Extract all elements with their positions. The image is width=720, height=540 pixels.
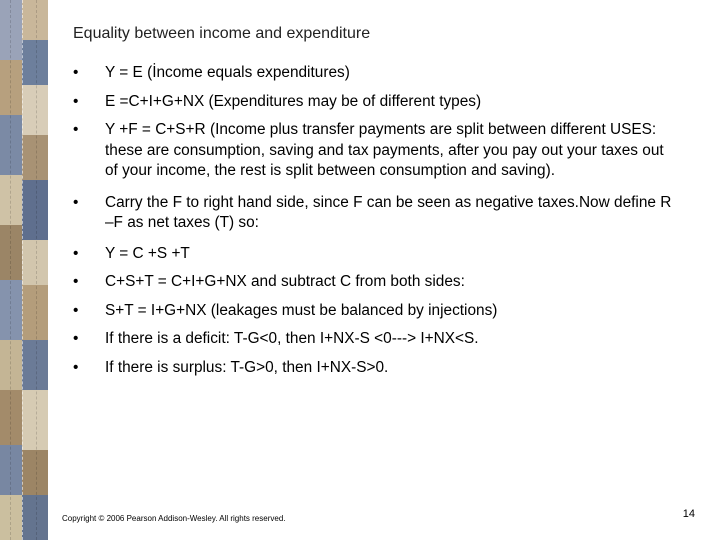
bullet-marker: • — [73, 273, 79, 290]
bullet-text: E =C+I+G+NX (Expenditures may be of different types) — [105, 92, 482, 110]
bullet-text: S+T = I+G+NX (leakages must be balanced by injections) — [105, 301, 498, 319]
bullet-marker: • — [73, 301, 79, 319]
bullet-text: C+S+T = C+I+G+NX and subtract C from both sides: — [105, 273, 465, 290]
bullet-text: If there is a deficit: T-G<0, then I+NX-S <0---> I+NX<S. — [105, 330, 479, 347]
bullet-text: Y = E (İncome equals expenditures) — [105, 64, 350, 81]
slide-title: Equality between income and expenditure — [73, 25, 371, 42]
bullet-text: Carry the F to right hand side, since F can be seen as negative taxes.Now define R –F as net taxes (T) so: — [105, 193, 672, 231]
bullet-item — [73, 120, 673, 182]
bullet-marker: • — [73, 92, 79, 110]
bullet-item — [73, 358, 673, 379]
bullet-marker: • — [73, 64, 79, 81]
bullet-item — [73, 272, 673, 293]
bullet-marker: • — [73, 358, 79, 376]
bullet-text: If there is surplus: T-G>0, then I+NX-S>0. — [105, 358, 389, 376]
page-number: 14 — [682, 508, 695, 520]
bullet-text: Y +F = C+S+R (Income plus transfer payments are split between different USES: these are consumption, saving and tax payments, after you pay out your taxes out of your income, the rest is split between consumption and saving). — [105, 121, 664, 179]
bullet-marker: • — [73, 330, 79, 347]
bullet-item — [73, 63, 673, 84]
decorative-patchwork-strip — [0, 0, 48, 540]
bullet-item — [73, 329, 673, 350]
bullet-list — [73, 63, 673, 386]
bullet-item — [73, 301, 673, 322]
bullet-item — [73, 92, 673, 113]
bullet-text: Y = C +S +T — [105, 244, 190, 262]
bullet-item — [73, 193, 673, 234]
bullet-marker: • — [73, 121, 79, 138]
bullet-marker: • — [73, 244, 79, 262]
bullet-item — [73, 244, 673, 265]
copyright-notice: Copyright © 2006 Pearson Addison-Wesley. All rights reserved. — [62, 514, 286, 523]
bullet-marker: • — [73, 193, 79, 211]
